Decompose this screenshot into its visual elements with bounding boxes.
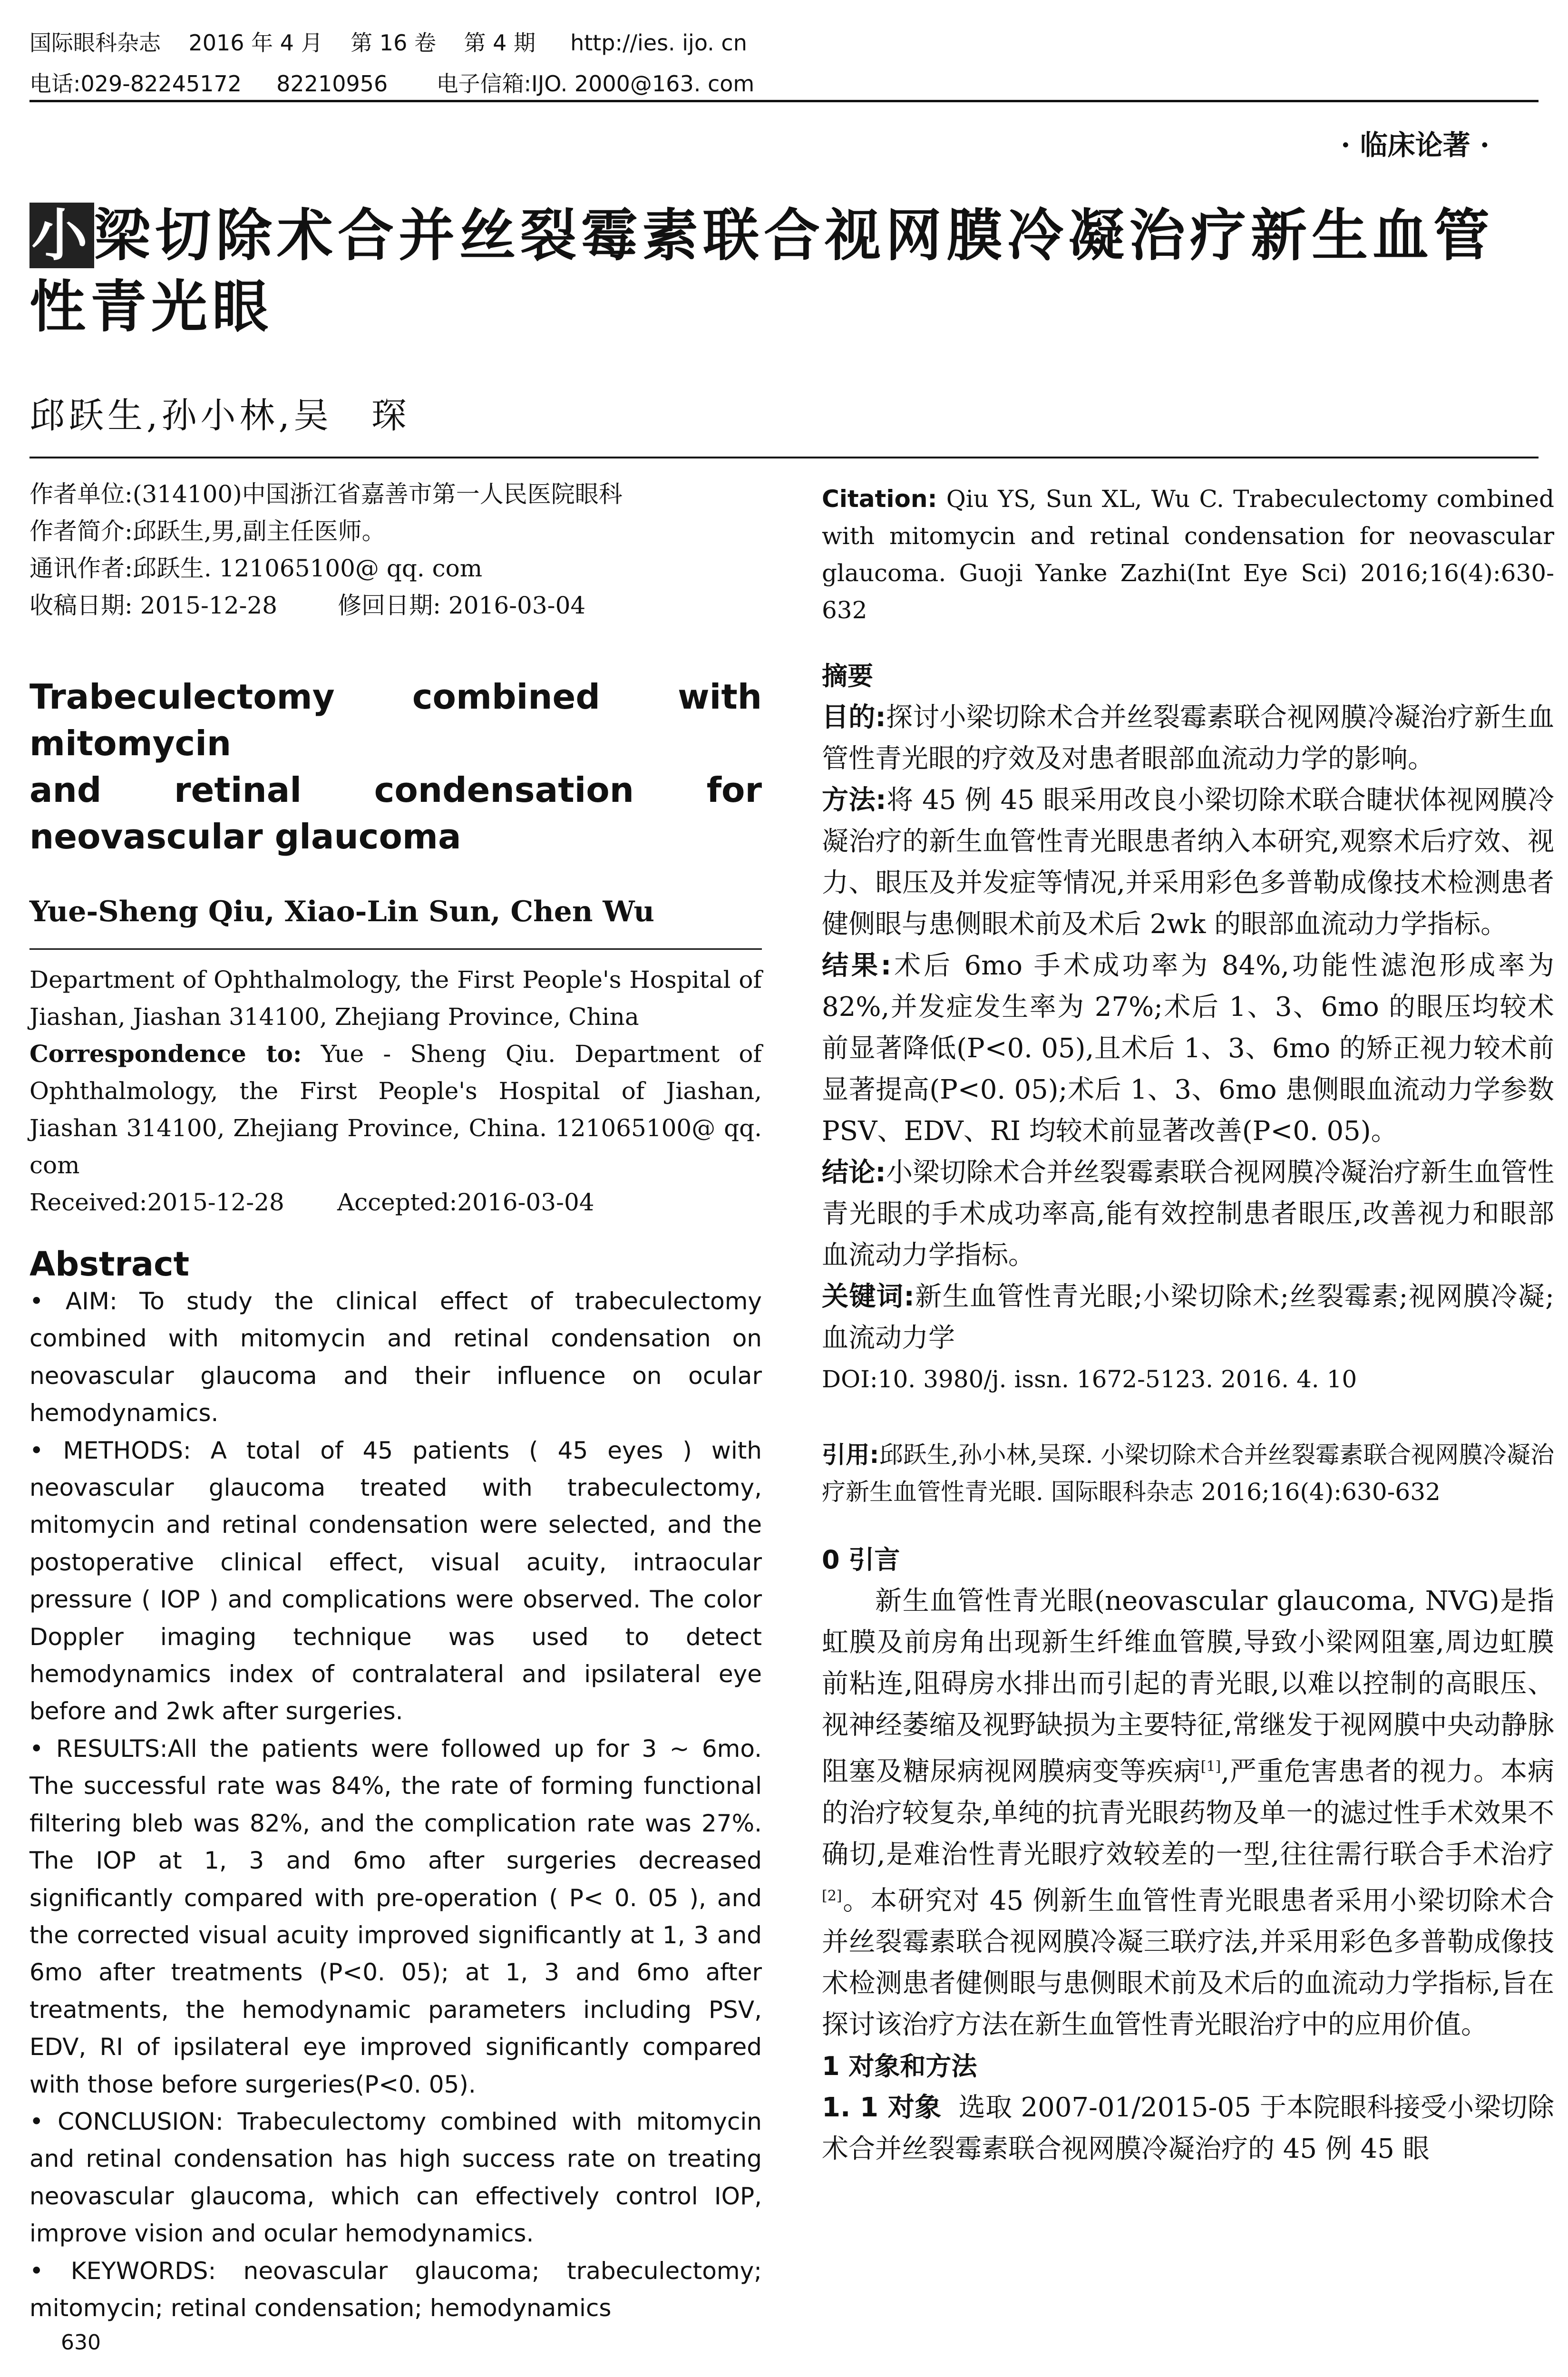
abstract-cn-aim [822,697,1554,779]
citation-en-label: Citation: [822,485,937,513]
abstract-cn-results-label: 结果: [822,950,892,981]
correspondence-label: Correspondence to: [29,1040,302,1068]
abstract-cn-aim-text: 探讨小梁切除术合并丝裂霉素联合视网膜冷凝治疗新生血管性青光眼的疗效及对患者眼部血流动力学的影响。 [822,702,1554,774]
english-title-line3: neovascular glaucoma [29,817,461,857]
title-text: 梁切除术合并丝裂霉素联合视网膜冷凝治疗新生血管性青光眼 [29,203,1495,340]
ref-1: [1] [1200,1758,1221,1775]
abstract-cn-results [822,945,1554,1152]
abstract-cn-heading: 摘要 [822,661,873,691]
title-highlighted-char: 小 [29,203,94,268]
abstract-methods: • METHODS: A total of 45 patients ( 45 eyes ) with neovascular glaucoma treated with trabeculectomy, mitomycin and retinal condensation were selected, and the postoperative clinical effect, visual acuity, intraocular pressure ( IOP ) and complications were observed. The color Doppler imaging technique was used to detect hemodynamics index of contralateral and ipsilateral eye before and 2wk after surgeries. [29,1436,762,1725]
abstract-keywords: • KEYWORDS: neovascular glaucoma; trabeculectomy; mitomycin; retinal condensation; hemodynamics [29,2257,762,2322]
english-title [29,673,762,860]
intro-heading: 0 引言 [822,1545,900,1575]
abstract-cn-results-text: 术后 6mo 手术成功率为 84%,功能性滤泡形成率为 82%,并发症发生率为 27%;术后 1、3、6mo 的眼压均较术前显著降低(P<0. 05),且术后 1、3、6mo 的矫正视力较术前显著提高(P<0. 05);术后 1、3、6mo 患侧眼血流动力学参数 PSV、EDV、RI 均较术前显著改善(P<0. 05)。 [822,950,1554,1147]
doi: DOI:10. 3980/j. issn. 1672-5123. 2016. 4. 10 [822,1365,1357,1393]
abstract-aim: • AIM: To study the clinical effect of trabeculectomy combined with mitomycin and retinal condensation on neovascular glaucoma and their influence on ocular hemodynamics. [29,1287,762,1427]
front-matter-bio: 作者简介:邱跃生,男,副主任医师。 [29,517,386,545]
left-column [29,476,762,2327]
intro-text-2: ,严重危害患者的视力。本病的治疗较复杂,单纯的抗青光眼药物及单一的滤过性手术效果不确切,是难治性青光眼疗效较差的一型,往往需行联合手术治疗 [822,1756,1554,1870]
authors-cn: 邱跃生,孙小林,吴 琛 [29,395,411,436]
introduction [822,1539,1554,2170]
abstract-cn-conclusion [822,1152,1554,1276]
abstract-cn-aim-label: 目的: [822,702,886,733]
title-rule [29,457,1539,458]
english-authors: Yue-Sheng Qiu, Xiao-Lin Sun, Chen Wu [29,895,654,928]
methods-sub-label: 1. 1 对象 [822,2092,942,2124]
front-matter-affiliation: 作者单位:(314100)中国浙江省嘉善市第一人民医院眼科 [29,480,623,508]
page-number: 630 [61,2330,101,2355]
journal-header-line1: 国际眼科杂志 2016 年 4 月 第 16 卷 第 4 期 http://ies. ijo. cn [29,30,747,56]
citation-en [822,480,1554,629]
citation-cn [822,1436,1554,1510]
abstract-conclusion: • CONCLUSION: Trabeculectomy combined with mitomycin and retinal condensation has high success rate on treating neovascular glaucoma, which can effectively control IOP, improve vision and ocular hemodynamics. [29,2107,762,2248]
ref-2: [2] [822,1887,842,1904]
journal-header-line2: 电话:029-82245172 82210956 电子信箱:IJO. 2000@163. com [29,71,755,97]
right-column [822,480,1554,2170]
front-matter-dates: 收稿日期: 2015-12-28 修回日期: 2016-03-04 [29,592,586,619]
abstract-cn-conclusion-label: 结论: [822,1157,886,1188]
intro-paragraph [822,1580,1554,2046]
english-title-line1: Trabeculectomy combined with mitomycin [29,677,762,763]
english-title-line2: and retinal condensation for [29,770,762,810]
abstract-cn-keywords-text: 新生血管性青光眼;小梁切除术;丝裂霉素;视网膜冷凝;血流动力学 [822,1281,1555,1354]
intro-text-3: 。本研究对 45 例新生血管性青光眼患者采用小梁切除术合并丝裂霉素联合视网膜冷凝三联疗法,并采用彩色多普勒成像技术检测患者健侧眼与患侧眼术前及术后的血流动力学指标,旨在探讨该治疗方法在新生血管性青光眼治疗中的应用价值。 [822,1885,1554,2041]
abstract-heading: Abstract [29,1245,190,1284]
correspondence-text: Yue - Sheng Qiu. Department of Ophthalmology, the First People's Hospital of Jiashan, Jiashan 314100, Zhejiang Province, China. 121065100@ qq. com [29,1040,762,1179]
methods-sub-text: 选取 2007-01/2015-05 于本院眼科接受小梁切除术合并丝裂霉素联合视网膜冷凝治疗的 45 例 45 眼 [822,2092,1554,2165]
methods-heading: 1 对象和方法 [822,2051,977,2082]
front-matter-corresponding: 通讯作者:邱跃生. 121065100@ qq. com [29,555,483,582]
abstract-cn [822,655,1554,1400]
abstract-cn-methods-text: 将 45 例 45 眼采用改良小梁切除术联合睫状体视网膜冷凝治疗的新生血管性青光眼患者纳入本研究,观察术后疗效、视力、眼压及并发症等情况,并采用彩色多普勒成像技术检测患者健侧眼与患侧眼术前及术后 2wk 的眼部血流动力学指标。 [822,785,1554,940]
abstract-cn-keywords [822,1276,1554,1359]
abstract-cn-methods [822,779,1554,945]
header-rule [29,100,1539,102]
correspondence [29,1035,762,1184]
abstract-cn-methods-label: 方法: [822,785,886,816]
citation-cn-text: 邱跃生,孙小林,吴琛. 小梁切除术合并丝裂霉素联合视网膜冷凝治疗新生血管性青光眼. 国际眼科杂志 2016;16(4):630-632 [822,1441,1554,1506]
abstract-cn-keywords-label: 关键词: [822,1281,915,1312]
citation-en-text: Qiu YS, Sun XL, Wu C. Trabeculectomy combined with mitomycin and retinal condensation for neovascular glaucoma. Guoji Yanke Zazhi(Int Eye Sci) 2016;16(4):630-632 [822,485,1554,624]
section-label: · 临床论著 · [1341,129,1490,161]
english-affiliation: Department of Ophthalmology, the First People's Hospital of Jiashan, Jiashan 314100, Zhejiang Province, China [29,966,762,1031]
intro-text-1: 新生血管性青光眼(neovascular glaucoma, NVG)是指虹膜及前房角出现新生纤维血管膜,导致小梁网阻塞,周边虹膜前粘连,阻碍房水排出而引起的青光眼,以难以控制的高眼压、视神经萎缩及视野缺损为主要特征,常继发于视网膜中央动静脉阻塞及糖尿病视网膜病变等疾病 [822,1586,1554,1787]
abstract-cn-conclusion-text: 小梁切除术合并丝裂霉素联合视网膜冷凝治疗新生血管性青光眼的手术成功率高,能有效控制患者眼压,改善视力和眼部血流动力学指标。 [822,1157,1554,1271]
citation-cn-label: 引用: [822,1441,879,1469]
abstract-results: • RESULTS:All the patients were followed up for 3 ~ 6mo. The successful rate was 84%, the rate of forming functional filtering bleb was 82%, and the complication rate was 27%. The IOP at 1, 3 and 6mo after surgeries decreased significantly compared with pre-operation ( P< 0. 05 ), and the corrected visual acuity improved significantly at 1, 3 and 6mo after treatments (P<0. 05); at 1, 3 and 6mo after treatments, the hemodynamic parameters including PSV, EDV, RI of ipsilateral eye improved significantly compared with those before surgeries(P<0. 05). [29,1734,762,2098]
methods-subject [822,2087,1554,2170]
received-accepted: Received:2015-12-28 Accepted:2016-03-04 [29,1188,594,1216]
article-title [29,200,1532,342]
